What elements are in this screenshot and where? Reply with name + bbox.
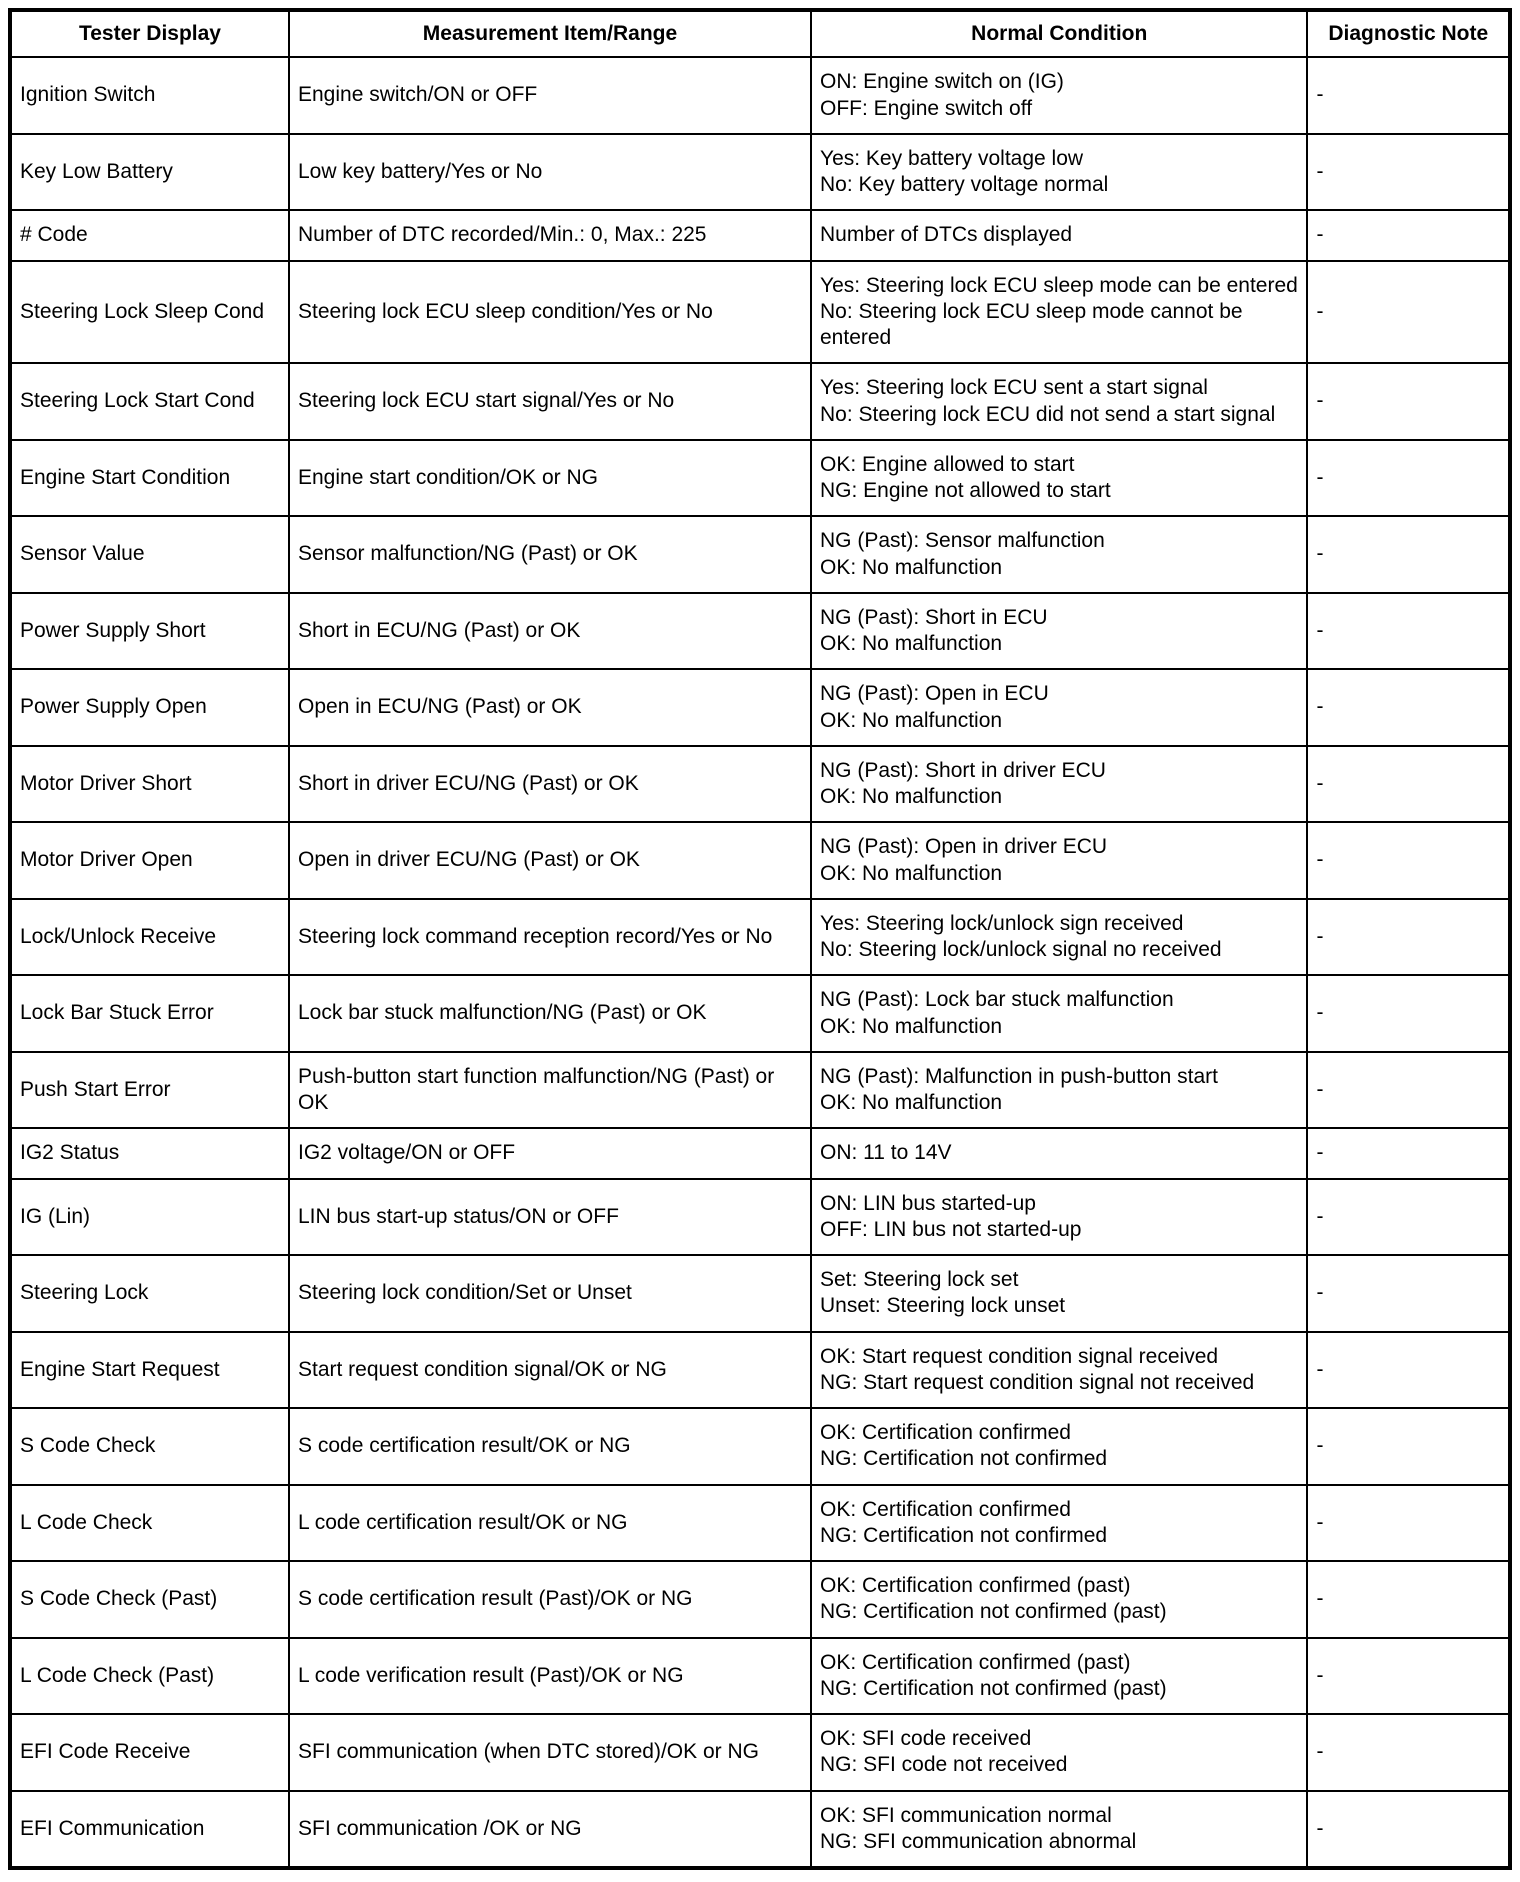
tester-display-cell: Power Supply Short [10,593,289,670]
header-measurement-item-range: Measurement Item/Range [289,10,811,57]
condition-line: NG: Start request condition signal not received [820,1370,1255,1394]
table-row [10,1052,1510,1129]
condition-line: OK: Engine allowed to start [820,452,1075,476]
normal-condition-cell [811,899,1307,976]
normal-condition-cell [811,1485,1307,1562]
measurement-cell: Steering lock ECU sleep condition/Yes or No [289,261,811,364]
condition-line: Yes: Steering lock ECU sleep mode can be entered [820,273,1298,297]
measurement-cell: Engine start condition/OK or NG [289,440,811,517]
tester-display-cell: Steering Lock Sleep Cond [10,261,289,364]
normal-condition-cell [811,134,1307,211]
condition-line: NG: SFI communication abnormal [820,1829,1137,1853]
table-row [10,593,1510,670]
condition-line: Unset: Steering lock unset [820,1294,1066,1318]
condition-line: ON: LIN bus started-up [820,1191,1036,1215]
table-row [10,1791,1510,1869]
normal-condition-cell [811,57,1307,134]
table-row [10,363,1510,440]
condition-line: OFF: Engine switch off [820,96,1033,120]
condition-line: OK: No malfunction [820,1014,1003,1038]
condition-line: OK: Certification confirmed [820,1497,1071,1521]
condition-line: NG (Past): Sensor malfunction [820,529,1105,553]
table-row [10,899,1510,976]
diagnostic-note-cell: - [1307,1255,1510,1332]
tester-display-cell: Engine Start Request [10,1332,289,1409]
measurement-cell: L code certification result/OK or NG [289,1485,811,1562]
condition-line: OK: Certification confirmed (past) [820,1650,1131,1674]
condition-line: NG: Certification not confirmed [820,1447,1108,1471]
header-normal-condition: Normal Condition [811,10,1307,57]
condition-line: No: Steering lock ECU did not send a start signal [820,402,1276,426]
diagnostic-note-cell: - [1307,440,1510,517]
normal-condition-cell [811,593,1307,670]
data-list-table [8,8,1512,1870]
normal-condition-cell [811,1332,1307,1409]
condition-line: OK: Certification confirmed [820,1421,1071,1444]
measurement-cell: Steering lock command reception record/Yes or No [289,899,811,976]
measurement-cell: Open in driver ECU/NG (Past) or OK [289,822,811,899]
normal-condition-cell [811,669,1307,746]
measurement-cell: S code certification result/OK or NG [289,1408,811,1485]
diagnostic-note-cell: - [1307,1485,1510,1562]
table-row [10,1128,1510,1178]
table-row [10,1332,1510,1409]
condition-line: NG: Engine not allowed to start [820,479,1111,502]
normal-condition-cell [811,210,1307,260]
normal-condition-cell [811,363,1307,440]
diagnostic-note-cell: - [1307,822,1510,899]
tester-display-cell: Push Start Error [10,1052,289,1129]
table-row [10,210,1510,260]
condition-line: NG (Past): Short in ECU [820,605,1048,629]
table-row [10,1179,1510,1256]
measurement-cell: IG2 voltage/ON or OFF [289,1128,811,1178]
normal-condition-cell [811,261,1307,364]
normal-condition-cell [811,822,1307,899]
tester-display-cell: L Code Check (Past) [10,1638,289,1715]
measurement-cell: Number of DTC recorded/Min.: 0, Max.: 225 [289,210,811,260]
condition-line: OK: No malfunction [820,555,1003,579]
condition-line: Yes: Steering lock/unlock sign received [820,911,1184,935]
table-row [10,1714,1510,1791]
header-tester-display: Tester Display [10,10,289,57]
diagnostic-note-cell: - [1307,1179,1510,1256]
normal-condition-cell [811,1408,1307,1485]
condition-line: NG: Certification not confirmed (past) [820,1600,1167,1624]
table-row [10,440,1510,517]
condition-line: OK: SFI code received [820,1727,1032,1750]
tester-display-cell: Key Low Battery [10,134,289,211]
table-row [10,822,1510,899]
measurement-cell: Low key battery/Yes or No [289,134,811,211]
diagnostic-note-cell: - [1307,1638,1510,1715]
measurement-cell: Sensor malfunction/NG (Past) or OK [289,516,811,593]
table-row [10,1638,1510,1715]
condition-line: OK: No malfunction [820,632,1003,655]
condition-line: NG: Certification not confirmed (past) [820,1676,1167,1700]
condition-line: OK: SFI communication normal [820,1803,1112,1827]
table-row [10,134,1510,211]
tester-display-cell: S Code Check (Past) [10,1561,289,1638]
tester-display-cell: L Code Check [10,1485,289,1562]
condition-line: No: Steering lock/unlock signal no received [820,938,1222,961]
table-row [10,261,1510,364]
normal-condition-cell [811,1638,1307,1715]
condition-line: NG (Past): Open in driver ECU [820,835,1108,859]
diagnostic-note-cell: - [1307,1714,1510,1791]
measurement-cell: S code certification result (Past)/OK or NG [289,1561,811,1638]
diagnostic-note-cell: - [1307,1052,1510,1129]
table-body [10,57,1510,1868]
measurement-cell: Start request condition signal/OK or NG [289,1332,811,1409]
tester-display-cell: EFI Code Receive [10,1714,289,1791]
diagnostic-note-cell: - [1307,57,1510,134]
table-row [10,1561,1510,1638]
normal-condition-cell [811,746,1307,823]
condition-line: NG (Past): Malfunction in push-button start [820,1064,1219,1088]
tester-display-cell: EFI Communication [10,1791,289,1869]
diagnostic-note-cell: - [1307,746,1510,823]
measurement-cell: Steering lock condition/Set or Unset [289,1255,811,1332]
tester-display-cell: Lock/Unlock Receive [10,899,289,976]
tester-display-cell: Steering Lock [10,1255,289,1332]
tester-display-cell: Sensor Value [10,516,289,593]
tester-display-cell: Lock Bar Stuck Error [10,975,289,1052]
condition-line: Yes: Key battery voltage low [820,146,1084,170]
measurement-cell: L code verification result (Past)/OK or NG [289,1638,811,1715]
normal-condition-cell [811,1179,1307,1256]
tester-display-cell: Steering Lock Start Cond [10,363,289,440]
diagnostic-note-cell: - [1307,669,1510,746]
tester-display-cell: Engine Start Condition [10,440,289,517]
measurement-cell: Open in ECU/NG (Past) or OK [289,669,811,746]
condition-line: OK: No malfunction [820,708,1003,732]
measurement-cell: SFI communication (when DTC stored)/OK or NG [289,1714,811,1791]
table-row [10,746,1510,823]
condition-line: OK: Start request condition signal received [820,1344,1219,1368]
tester-display-cell: Motor Driver Open [10,822,289,899]
table-row [10,975,1510,1052]
condition-line: NG: Certification not confirmed [820,1523,1108,1547]
diagnostic-note-cell: - [1307,593,1510,670]
diagnostic-note-cell: - [1307,363,1510,440]
normal-condition-cell [811,1128,1307,1178]
measurement-cell: LIN bus start-up status/ON or OFF [289,1179,811,1256]
diagnostic-note-cell: - [1307,261,1510,364]
tester-display-cell: # Code [10,210,289,260]
measurement-cell: SFI communication /OK or NG [289,1791,811,1869]
normal-condition-cell [811,516,1307,593]
diagnostic-note-cell: - [1307,1408,1510,1485]
tester-display-cell: Motor Driver Short [10,746,289,823]
table-row [10,57,1510,134]
normal-condition-cell [811,1255,1307,1332]
tester-display-cell: Ignition Switch [10,57,289,134]
measurement-cell: Short in ECU/NG (Past) or OK [289,593,811,670]
normal-condition-cell [811,975,1307,1052]
header-diagnostic-note: Diagnostic Note [1307,10,1510,57]
measurement-cell: Push-button start function malfunction/NG (Past) or OK [289,1052,811,1129]
condition-line: NG (Past): Open in ECU [820,682,1049,706]
table-row [10,1255,1510,1332]
tester-display-cell: Power Supply Open [10,669,289,746]
normal-condition-cell [811,1714,1307,1791]
condition-line: No: Steering lock ECU sleep mode cannot be entered [820,299,1243,349]
diagnostic-note-cell: - [1307,1561,1510,1638]
measurement-cell: Lock bar stuck malfunction/NG (Past) or OK [289,975,811,1052]
diagnostic-note-cell: - [1307,134,1510,211]
diagnostic-note-cell: - [1307,1332,1510,1409]
measurement-cell: Engine switch/ON or OFF [289,57,811,134]
diagnostic-note-cell: - [1307,975,1510,1052]
condition-line: ON: 11 to 14V [820,1141,952,1165]
condition-line: OK: No malfunction [820,1091,1003,1114]
table-row [10,1408,1510,1485]
diagnostic-note-cell: - [1307,1128,1510,1178]
tester-display-cell: S Code Check [10,1408,289,1485]
condition-line: NG (Past): Lock bar stuck malfunction [820,988,1174,1012]
condition-line: NG (Past): Short in driver ECU [820,758,1106,782]
table-row [10,516,1510,593]
condition-line: ON: Engine switch on (IG) [820,70,1064,94]
diagnostic-note-cell: - [1307,1791,1510,1869]
normal-condition-cell [811,1052,1307,1129]
measurement-cell: Steering lock ECU start signal/Yes or No [289,363,811,440]
condition-line: Yes: Steering lock ECU sent a start signal [820,376,1208,400]
normal-condition-cell [811,1791,1307,1869]
condition-line: Set: Steering lock set [820,1268,1019,1291]
condition-line: OK: No malfunction [820,861,1003,885]
tester-display-cell: IG2 Status [10,1128,289,1178]
condition-line: Number of DTCs displayed [820,223,1073,247]
condition-line: OK: Certification confirmed (past) [820,1574,1131,1597]
diagnostic-note-cell: - [1307,899,1510,976]
normal-condition-cell [811,1561,1307,1638]
table-row [10,1485,1510,1562]
condition-line: NG: SFI code not received [820,1753,1068,1777]
condition-line: OFF: LIN bus not started-up [820,1217,1082,1241]
condition-line: No: Key battery voltage normal [820,173,1109,196]
measurement-cell: Short in driver ECU/NG (Past) or OK [289,746,811,823]
normal-condition-cell [811,440,1307,517]
condition-line: OK: No malfunction [820,785,1003,808]
header-row [10,10,1510,57]
table-row [10,669,1510,746]
tester-display-cell: IG (Lin) [10,1179,289,1256]
diagnostic-note-cell: - [1307,516,1510,593]
diagnostic-note-cell: - [1307,210,1510,260]
